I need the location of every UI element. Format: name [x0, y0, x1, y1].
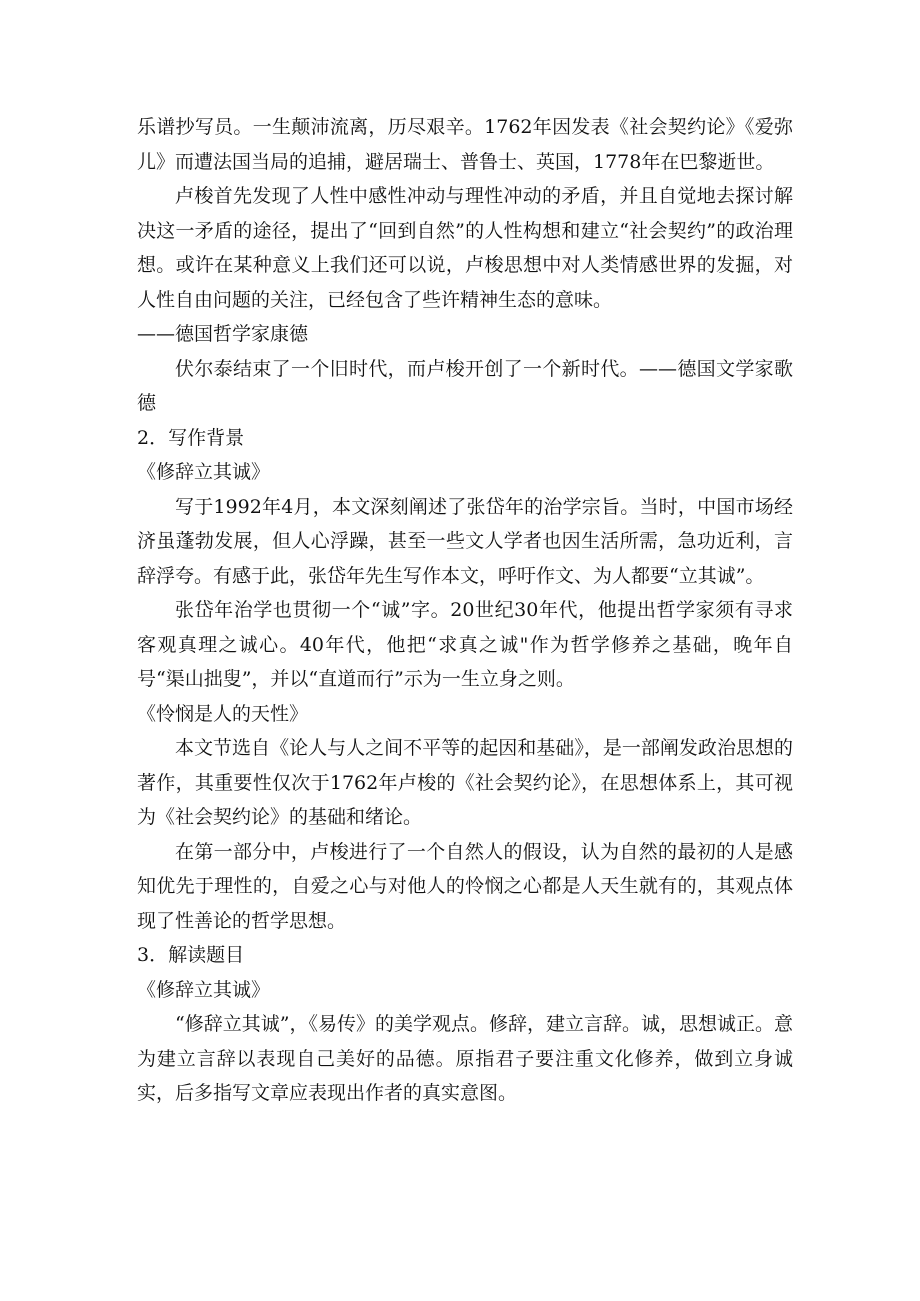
section-heading-background: 2．写作背景	[137, 426, 245, 449]
paragraph-zhang-dainian: 张岱年治学也贯彻一个“诚”字。20世纪30年代，他提出哲学家须有寻求客观真理之诚心。40年代，他把“求真之诚"作为哲学修养之基础，晚年自号“渠山拙叟”，并以“直道而行”示为一生立身之则。	[137, 599, 793, 690]
paragraph-kant-quote: 卢梭首先发现了人性中感性冲动与理性冲动的矛盾，并且自觉地去探讨解决这一矛盾的途径，提出了“回到自然”的人性构想和建立“社会契约”的政治理想。或许在某种意义上我们还可以说，卢梭思想中对人类情感世界的发掘，对人性自由问题的关注，已经包含了些许精神生态的意味。	[137, 185, 793, 311]
paragraph-biography-end: 乐谱抄写员。一生颠沛流离，历尽艰辛。1762年因发表《社会契约论》《爱弥儿》而遭法国当局的追捕，避居瑞士、普鲁士、英国，1778年在巴黎逝世。	[137, 116, 793, 173]
paragraph-goethe-quote: 伏尔泰结束了一个旧时代，而卢梭开创了一个新时代。——德国文学家歌德	[137, 357, 793, 414]
section-heading-title-reading: 3．解读题目	[137, 944, 245, 966]
paragraph-title-meaning: “修辞立其诚”，《易传》的美学观点。修辞，建立言辞。诚，思想诚正。意为建立言辞以表现自己美好的品德。原指君子要注重文化修养，做到立身诚实，后多指写文章应表现出作者的真实意图。	[137, 1013, 793, 1104]
quote-attribution-kant: ——德国哲学家康德	[137, 323, 309, 345]
paragraph-natural-man: 在第一部分中，卢梭进行了一个自然人的假设，认为自然的最初的人是感知优先于理性的，自爱之心与对他人的怜悯之心都是人天生就有的，其观点体现了性善论的哲学思想。	[137, 840, 793, 932]
paragraph-xiuci-background: 写于1992年4月，本文深刻阐述了张岱年的治学宗旨。当时，中国市场经济虽蓬勃发展，但人心浮躁，甚至一些文人学者也因生活所需，急功近利，言辞浮夸。有感于此，张岱年先生写作本文，呼吁作文、为人都要“立其诚”。	[137, 495, 793, 587]
document-body	[137, 110, 793, 1111]
paragraph-lianmin-source: 本文节选自《论人与人之间不平等的起因和基础》，是一部阐发政治思想的著作，其重要性仅次于1762年卢梭的《社会契约论》，在思想体系上，其可视为《社会契约论》的基础和绪论。	[137, 737, 793, 828]
subtitle-lianmin: 《怜悯是人的天性》	[137, 702, 309, 725]
subtitle-xiuci-liqicheng-2: 《修辞立其诚》	[137, 978, 271, 1001]
subtitle-xiuci-liqicheng: 《修辞立其诚》	[137, 461, 271, 483]
